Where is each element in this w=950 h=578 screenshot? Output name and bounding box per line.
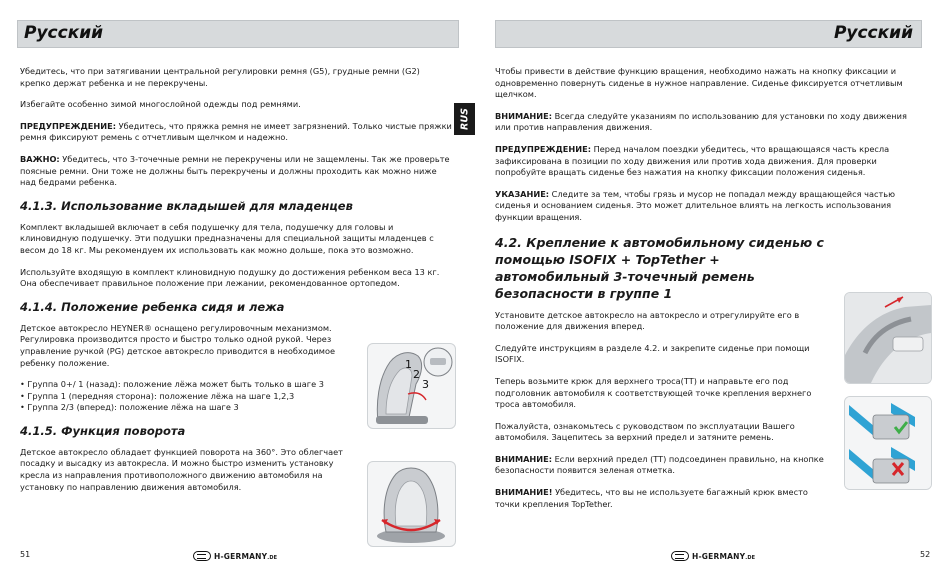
left-paragraph-inserts: Комплект вкладышей включает в себя подушечку для тела, подушечку для головы и клиновидную подушечку. Эти подушки предназначены для специальной защиты младенцев с весом до 18 кг. Мы рекомендуем их использовать как можно дольше, пока это возможно. — [20, 221, 434, 255]
recline-step-2: 2 — [413, 368, 420, 381]
right-warning-label: ПРЕДУПРЕЖДЕНИЕ: — [495, 143, 591, 154]
right-paragraph-tether: Теперь возьмите крюк для верхнего троса(TT) и направьте его под подголовник автомобиля к соответствующей точке крепления верхнего троса автомобиля. — [495, 375, 812, 410]
left-logo-text — [214, 552, 277, 561]
right-paragraph-attention — [495, 111, 919, 134]
right-indicator-text: Если верхний предел (TT) подсоединен правильно, на кнопке безопасности появится зеленая отметка. — [495, 453, 824, 476]
left-paragraph-clothing: Избегайте особенно зимой многослойной одежды под ремнями. — [20, 99, 301, 110]
right-paragraph-rotate: Чтобы привести в действие функцию вращения, необходимо нажать на кнопку фиксации и одновременно повернуть сиденье в нужное направление. Сиденье фиксируется отчетливым щелчком. — [495, 66, 903, 100]
right-warning-text: Перед началом поездки убедитесь, что вращающаяся часть кресла зафиксирована в позиции по ходу движения или против хода движения. Для проверки попробуйте вращать сиденье без нажатия на кнопку фиксации положения сиденья. — [495, 143, 890, 178]
section-heading-4-1-3: 4.1.3. Использование вкладышей для младенцев — [20, 198, 353, 213]
recline-step-1: 1 — [405, 358, 412, 371]
recline-group-item: • Группа 1 (передняя сторона): положение лёжа на шаге 1,2,3 — [20, 390, 295, 401]
right-paragraph-note — [495, 189, 919, 224]
rotation-illustration — [367, 461, 456, 547]
recline-group-item: • Группа 2/3 (вперед): положение лёжа на шаге 3 — [20, 402, 239, 413]
left-paragraph-important — [20, 154, 452, 189]
left-text-top — [20, 66, 452, 503]
toptether-illustration — [844, 292, 932, 384]
left-warning-label: ПРЕДУПРЕЖДЕНИЕ: — [20, 120, 116, 131]
section-heading-4-2: 4.2. Крепление к автомобильному сиденью с помощью ISOFIX + TopTether + автомобильный 3-точечный ремень безопасности в группе 1 — [495, 234, 824, 301]
left-paragraph-wedge: Используйте входящую в комплект клиновидную подушку до достижения ребенком веса 13 кг. Она обеспечивает правильное положение при лежании, рекомендованное ортопедом. — [20, 266, 440, 289]
brand-logo-icon — [193, 551, 211, 561]
recline-group-item: • Группа 0+/ 1 (назад): положение лёжа может быть только в шаге 3 — [20, 379, 324, 390]
logo-brand: H-GERMANY — [692, 551, 746, 561]
right-paragraph-warning — [495, 144, 919, 179]
logo-brand: H-GERMANY — [214, 551, 268, 561]
right-note-text: Следите за тем, чтобы грязь и мусор не попадал между вращающейся частью сиденья и основанием сиденья. Это может длительное влиять на легкость использования функции вращения. — [495, 188, 895, 222]
right-indicator-label: ВНИМАНИЕ: — [495, 453, 553, 464]
right-footer-logo — [671, 550, 755, 562]
right-paragraph-indicator — [495, 454, 830, 477]
right-hook-text: Убедитесь, что вы не используете багажный крюк вместо точки крепления TopTether. — [495, 487, 808, 509]
right-paragraph-manual: Пожалуйста, ознакомьтесь с руководством по эксплуатации Вашего автомобиля. Зацепитесь за верхний предел и затяните ремень. — [495, 420, 795, 443]
tension-indicator-illustration — [844, 396, 932, 490]
left-page-number: 51 — [20, 550, 31, 559]
right-paragraph-install: Установите детское автокресло на автокресло и отрегулируйте его в положение для движения вперед. — [495, 309, 800, 332]
section-heading-4-1-4: 4.1.4. Положение ребенка сидя и лежа — [20, 299, 285, 314]
logo-suffix: .DE — [745, 554, 756, 561]
left-banner-title: Русский — [24, 23, 104, 43]
right-note-label: УКАЗАНИЕ: — [495, 188, 550, 199]
left-paragraph-recline: Детское автокресло HEYNER® оснащено регулировочным механизмом. Регулировка производится просто и быстро только одной рукой. Через управление ручкой (PG) детское автокресло приводится в необходимое ребенку положение. — [20, 322, 335, 368]
recline-illustration — [367, 343, 456, 429]
brand-logo-icon — [671, 551, 689, 561]
left-paragraph-belt: Убедитесь, что при затягивании центральной регулировки ремня (G5), грудные ремни (G2) крепко держат ребенка и не перекручены. — [20, 66, 420, 88]
section-heading-4-1-5: 4.1.5. Функция поворота — [20, 423, 186, 438]
left-paragraph-warning — [20, 121, 452, 144]
left-important-label: ВАЖНО: — [20, 153, 60, 164]
right-language-banner — [495, 20, 922, 48]
right-paragraph-isofix: Следуйте инструкциям в разделе 4.2. и закрепите сиденье при помощи ISOFIX. — [495, 342, 810, 365]
language-tab-rus — [454, 103, 475, 135]
right-attention-text: Всегда следуйте указаниям по использованию для установки по ходу движения или против направления движения. — [495, 110, 907, 133]
left-footer-logo — [193, 550, 277, 562]
right-hook-label: ВНИМАНИЕ! — [495, 487, 553, 498]
left-warning-text: Убедитесь, что пряжка ремня не имеет загрязнений. Только чистые пряжки ремня фиксируют ремень с отчетливым щелчком и надежно. — [20, 120, 452, 143]
right-page — [475, 0, 950, 578]
right-paragraph-hook — [495, 487, 830, 510]
language-tab-label: RUS — [459, 108, 470, 130]
right-page-number: 52 — [920, 550, 931, 559]
right-banner-title: Русский — [833, 23, 913, 43]
right-logo-text — [692, 552, 755, 561]
logo-suffix: .DE — [267, 554, 278, 561]
left-language-banner — [17, 20, 459, 48]
left-paragraph-rotation: Детское автокресло обладает функцией поворота на 360°. Это облегчает посадку и высадку из автокресла. И можно быстро изменить установку кресла из направления противоположного движению автомобиля на установку по направлению движения автомобиля. — [20, 446, 343, 492]
recline-step-3: 3 — [422, 378, 429, 391]
left-important-text: Убедитесь, что 3-точечные ремни не перекручены или не защемлены. Так же проверьте поясные ремни. Они тоже не должны быть перекручены и должны проходить как можно ниже над бедрами ребенка. — [20, 153, 450, 188]
right-attention-label: ВНИМАНИЕ: — [495, 110, 553, 121]
